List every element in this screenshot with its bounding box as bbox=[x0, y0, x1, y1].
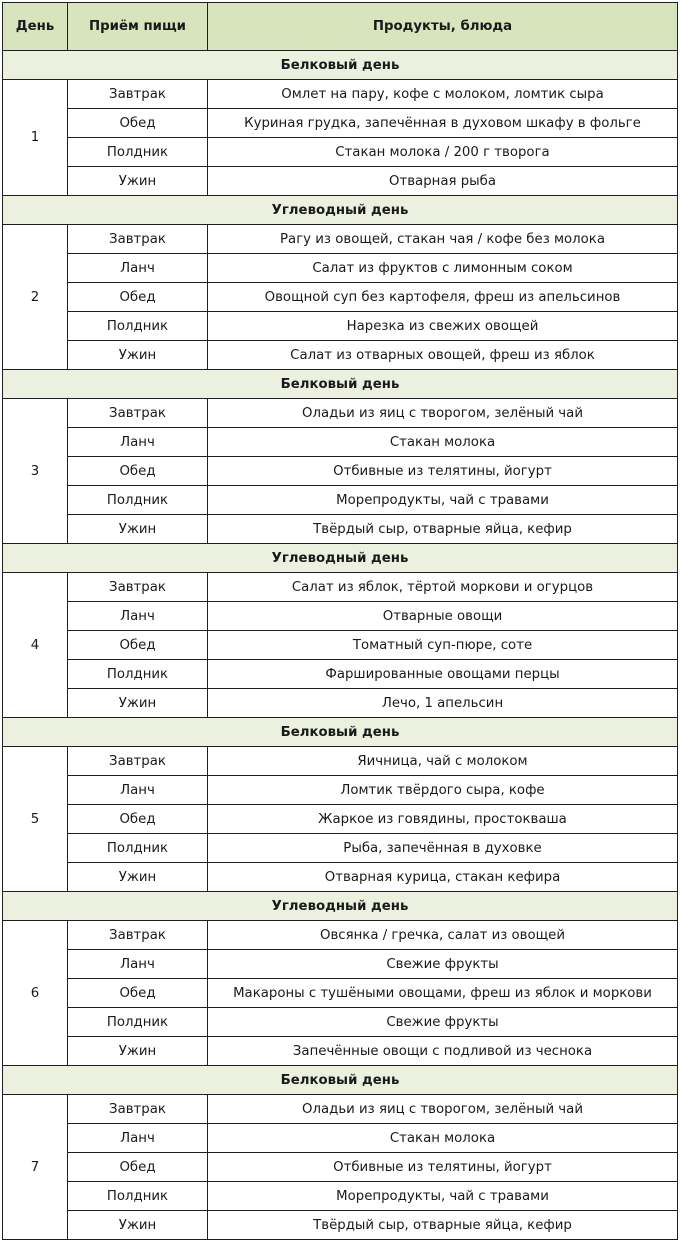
meal-cell: Полдник bbox=[68, 1008, 208, 1037]
column-header-foods: Продукты, блюда bbox=[208, 3, 678, 51]
foods-cell: Морепродукты, чай с травами bbox=[208, 486, 678, 515]
table-row bbox=[3, 950, 678, 979]
table-row bbox=[3, 109, 678, 138]
meal-cell: Ланч bbox=[68, 1124, 208, 1153]
meal-cell: Полдник bbox=[68, 834, 208, 863]
table-row bbox=[3, 834, 678, 863]
diet-menu-table bbox=[2, 2, 678, 1240]
column-header-meal: Приём пищи bbox=[68, 3, 208, 51]
table-row bbox=[3, 80, 678, 109]
meal-cell: Обед bbox=[68, 979, 208, 1008]
meal-cell: Завтрак bbox=[68, 747, 208, 776]
table-row bbox=[3, 399, 678, 428]
table-row bbox=[3, 776, 678, 805]
column-header-day: День bbox=[3, 3, 68, 51]
foods-cell: Салат из фруктов с лимонным соком bbox=[208, 254, 678, 283]
table-row bbox=[3, 573, 678, 602]
table-row bbox=[3, 805, 678, 834]
meal-cell: Ланч bbox=[68, 950, 208, 979]
foods-cell: Морепродукты, чай с травами bbox=[208, 1182, 678, 1211]
foods-cell: Оладьи из яиц с творогом, зелёный чай bbox=[208, 1095, 678, 1124]
day-number-cell: 3 bbox=[3, 399, 68, 544]
meal-cell: Полдник bbox=[68, 660, 208, 689]
meal-cell: Завтрак bbox=[68, 399, 208, 428]
table-row bbox=[3, 486, 678, 515]
meal-cell: Полдник bbox=[68, 312, 208, 341]
meal-cell: Обед bbox=[68, 805, 208, 834]
section-row bbox=[3, 51, 678, 80]
section-title: Углеводный день bbox=[3, 544, 678, 573]
meal-cell: Полдник bbox=[68, 1182, 208, 1211]
foods-cell: Куриная грудка, запечённая в духовом шкафу в фольге bbox=[208, 109, 678, 138]
meal-cell: Ужин bbox=[68, 1211, 208, 1240]
table-row bbox=[3, 225, 678, 254]
table-row bbox=[3, 747, 678, 776]
table-row bbox=[3, 1211, 678, 1240]
foods-cell: Лечо, 1 апельсин bbox=[208, 689, 678, 718]
foods-cell: Томатный суп-пюре, соте bbox=[208, 631, 678, 660]
day-number-cell: 2 bbox=[3, 225, 68, 370]
table-row bbox=[3, 660, 678, 689]
foods-cell: Твёрдый сыр, отварные яйца, кефир bbox=[208, 515, 678, 544]
meal-cell: Полдник bbox=[68, 138, 208, 167]
table-row bbox=[3, 631, 678, 660]
table-row bbox=[3, 921, 678, 950]
table-row bbox=[3, 167, 678, 196]
meal-cell: Ужин bbox=[68, 167, 208, 196]
foods-cell: Отварные овощи bbox=[208, 602, 678, 631]
foods-cell: Свежие фрукты bbox=[208, 950, 678, 979]
table-row bbox=[3, 1182, 678, 1211]
foods-cell: Макароны с тушёными овощами, фреш из яблок и моркови bbox=[208, 979, 678, 1008]
meal-cell: Завтрак bbox=[68, 573, 208, 602]
foods-cell: Стакан молока bbox=[208, 428, 678, 457]
foods-cell: Салат из яблок, тёртой моркови и огурцов bbox=[208, 573, 678, 602]
table-row bbox=[3, 1095, 678, 1124]
foods-cell: Отбивные из телятины, йогурт bbox=[208, 1153, 678, 1182]
meal-cell: Обед bbox=[68, 109, 208, 138]
foods-cell: Твёрдый сыр, отварные яйца, кефир bbox=[208, 1211, 678, 1240]
foods-cell: Ломтик твёрдого сыра, кофе bbox=[208, 776, 678, 805]
foods-cell: Отбивные из телятины, йогурт bbox=[208, 457, 678, 486]
meal-cell: Завтрак bbox=[68, 921, 208, 950]
foods-cell: Нарезка из свежих овощей bbox=[208, 312, 678, 341]
meal-cell: Ланч bbox=[68, 776, 208, 805]
section-row bbox=[3, 544, 678, 573]
table-row bbox=[3, 138, 678, 167]
section-row bbox=[3, 718, 678, 747]
foods-cell: Яичница, чай с молоком bbox=[208, 747, 678, 776]
section-row bbox=[3, 370, 678, 399]
foods-cell: Запечённые овощи с подливой из чеснока bbox=[208, 1037, 678, 1066]
meal-cell: Обед bbox=[68, 457, 208, 486]
meal-cell: Ужин bbox=[68, 515, 208, 544]
table-row bbox=[3, 689, 678, 718]
foods-cell: Свежие фрукты bbox=[208, 1008, 678, 1037]
meal-cell: Ужин bbox=[68, 689, 208, 718]
table-body bbox=[3, 51, 678, 1240]
section-title: Белковый день bbox=[3, 718, 678, 747]
foods-cell: Омлет на пару, кофе с молоком, ломтик сыра bbox=[208, 80, 678, 109]
section-title: Белковый день bbox=[3, 370, 678, 399]
day-number-cell: 1 bbox=[3, 80, 68, 196]
table-row bbox=[3, 254, 678, 283]
section-title: Углеводный день bbox=[3, 892, 678, 921]
day-number-cell: 6 bbox=[3, 921, 68, 1066]
foods-cell: Овсянка / гречка, салат из овощей bbox=[208, 921, 678, 950]
section-title: Белковый день bbox=[3, 51, 678, 80]
meal-cell: Ланч bbox=[68, 428, 208, 457]
foods-cell: Рагу из овощей, стакан чая / кофе без молока bbox=[208, 225, 678, 254]
meal-cell: Ужин bbox=[68, 341, 208, 370]
foods-cell: Оладьи из яиц с творогом, зелёный чай bbox=[208, 399, 678, 428]
foods-cell: Стакан молока / 200 г творога bbox=[208, 138, 678, 167]
table-row bbox=[3, 863, 678, 892]
foods-cell: Салат из отварных овощей, фреш из яблок bbox=[208, 341, 678, 370]
table-header-row bbox=[3, 3, 678, 51]
foods-cell: Овощной суп без картофеля, фреш из апельсинов bbox=[208, 283, 678, 312]
section-row bbox=[3, 1066, 678, 1095]
foods-cell: Отварная курица, стакан кефира bbox=[208, 863, 678, 892]
table-row bbox=[3, 1153, 678, 1182]
table-row bbox=[3, 341, 678, 370]
meal-cell: Ужин bbox=[68, 863, 208, 892]
meal-cell: Ланч bbox=[68, 602, 208, 631]
foods-cell: Стакан молока bbox=[208, 1124, 678, 1153]
table-row bbox=[3, 1037, 678, 1066]
meal-cell: Завтрак bbox=[68, 80, 208, 109]
table-row bbox=[3, 428, 678, 457]
meal-cell: Завтрак bbox=[68, 225, 208, 254]
foods-cell: Отварная рыба bbox=[208, 167, 678, 196]
meal-cell: Обед bbox=[68, 1153, 208, 1182]
meal-cell: Обед bbox=[68, 631, 208, 660]
table-row bbox=[3, 1124, 678, 1153]
meal-cell: Полдник bbox=[68, 486, 208, 515]
foods-cell: Фаршированные овощами перцы bbox=[208, 660, 678, 689]
table-row bbox=[3, 1008, 678, 1037]
day-number-cell: 7 bbox=[3, 1095, 68, 1240]
meal-cell: Ужин bbox=[68, 1037, 208, 1066]
foods-cell: Жаркое из говядины, простокваша bbox=[208, 805, 678, 834]
section-title: Белковый день bbox=[3, 1066, 678, 1095]
table-row bbox=[3, 602, 678, 631]
foods-cell: Рыба, запечённая в духовке bbox=[208, 834, 678, 863]
meal-cell: Завтрак bbox=[68, 1095, 208, 1124]
table-row bbox=[3, 515, 678, 544]
section-title: Углеводный день bbox=[3, 196, 678, 225]
day-number-cell: 4 bbox=[3, 573, 68, 718]
table-row bbox=[3, 457, 678, 486]
day-number-cell: 5 bbox=[3, 747, 68, 892]
meal-cell: Обед bbox=[68, 283, 208, 312]
table-row bbox=[3, 312, 678, 341]
meal-cell: Ланч bbox=[68, 254, 208, 283]
section-row bbox=[3, 196, 678, 225]
table-row bbox=[3, 979, 678, 1008]
table-row bbox=[3, 283, 678, 312]
section-row bbox=[3, 892, 678, 921]
